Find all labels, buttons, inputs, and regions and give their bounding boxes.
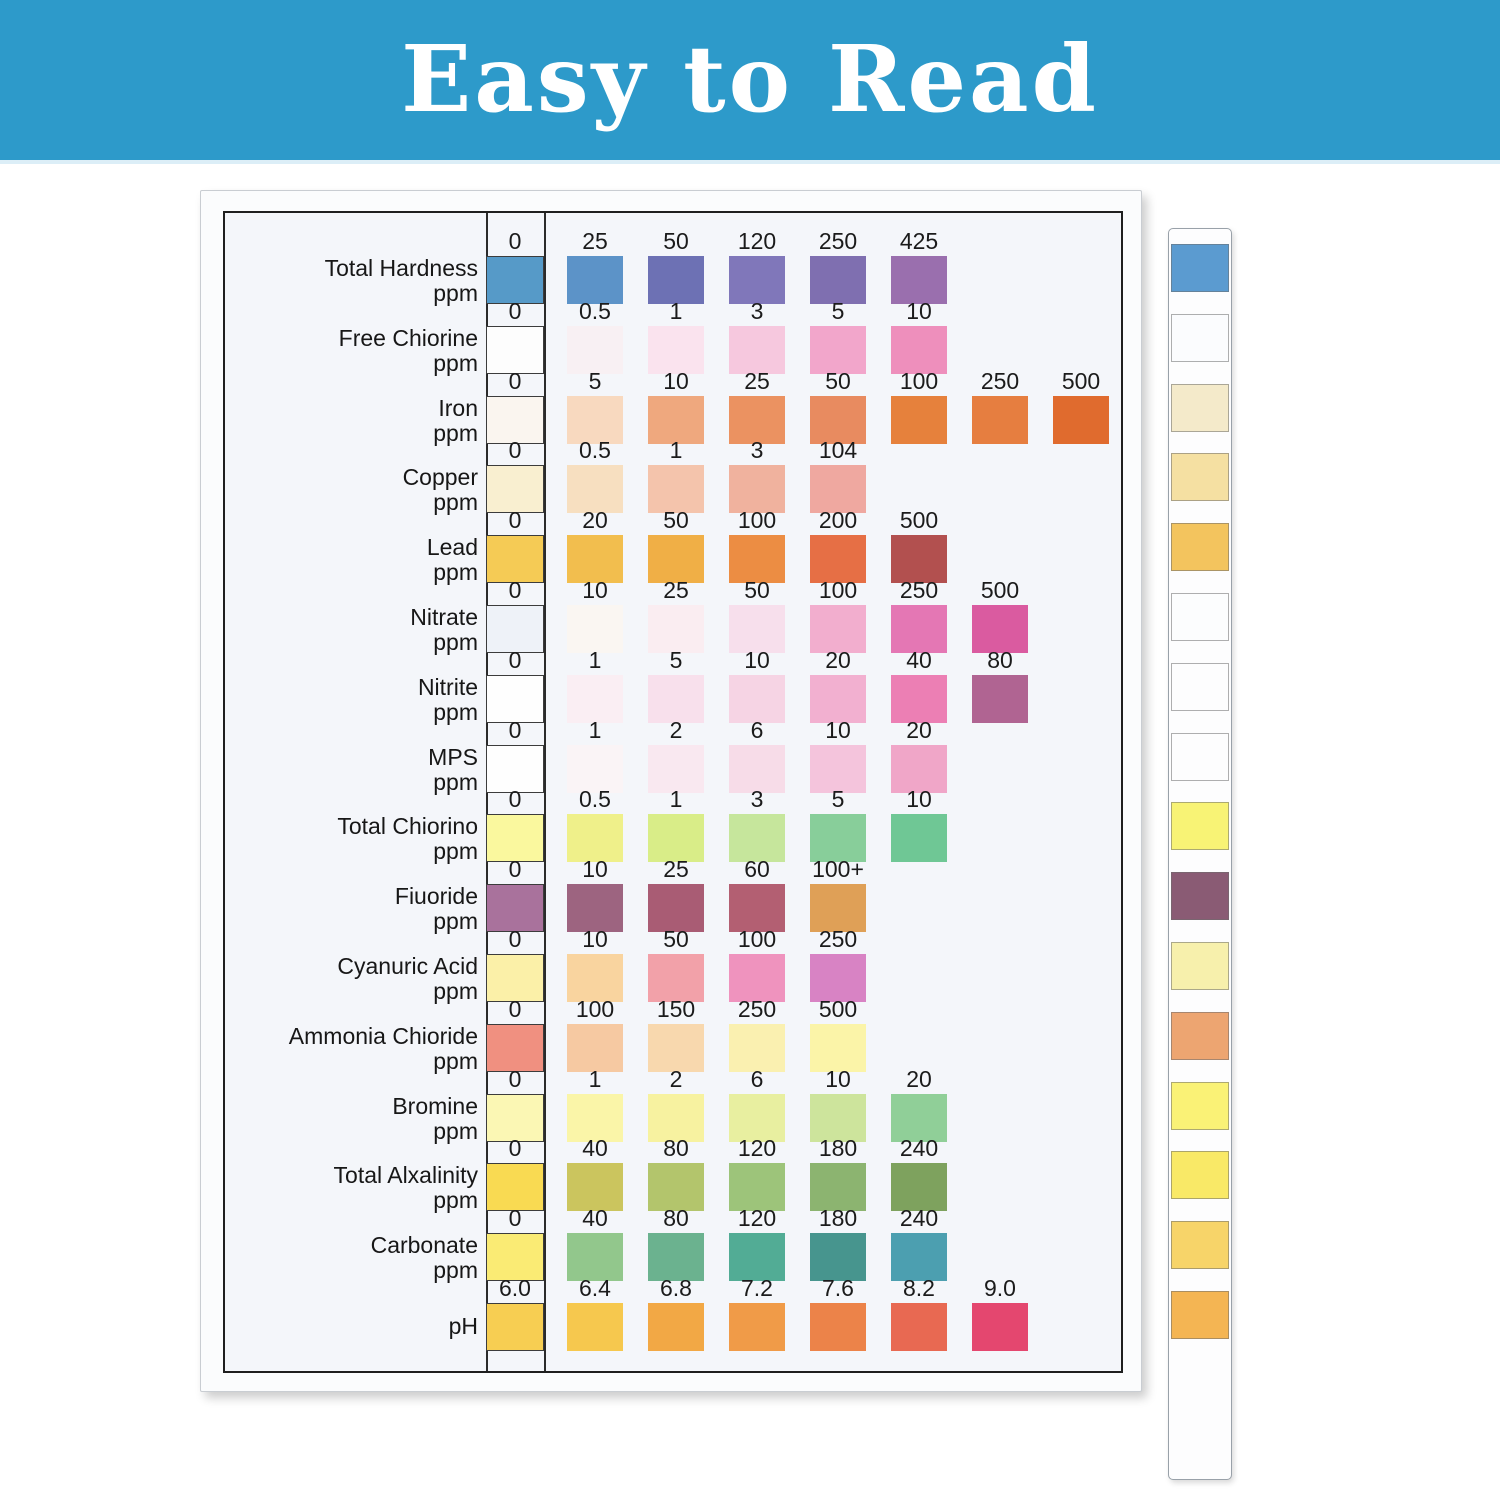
row-label [225,1024,478,1074]
row-unit: ppm [433,978,478,1004]
value-label: 200 [818,507,858,534]
color-swatch [567,884,623,932]
row-unit: ppm [433,838,478,865]
value-label: 5 [588,367,602,394]
color-swatch [891,396,947,444]
cyanuric-acid-pad [1171,942,1229,990]
value-label: 1 [588,1065,602,1092]
value-label: 100 [818,577,858,603]
row-label [225,1233,478,1283]
row-unit: ppm [433,419,478,446]
value-label: 240 [899,1135,939,1162]
color-swatch [486,884,544,932]
color-swatch [486,465,544,513]
color-swatch [1053,396,1109,444]
value-label: 80 [663,1135,689,1162]
color-swatch [567,1024,623,1072]
value-label: 10 [582,926,608,952]
color-swatch [486,1303,544,1351]
value-label: 3 [750,297,764,324]
header-banner [0,0,1500,164]
row-name: Copper [402,464,478,491]
row-unit: ppm [433,768,478,795]
value-label: 0 [508,437,522,464]
value-label: 250 [899,577,939,603]
value-label: 7.6 [822,1275,854,1301]
color-swatch [648,1233,704,1281]
value-label: 104 [818,437,858,464]
nitrite-pad [1171,663,1229,711]
color-swatch [810,605,866,653]
color-swatch [567,954,623,1002]
value-label: 500 [818,995,858,1022]
color-swatch [729,465,785,513]
color-swatch [648,954,704,1002]
color-swatch [810,1163,866,1211]
value-label: 1 [669,786,683,813]
row-label [225,1163,478,1213]
value-label: 0 [508,646,522,673]
row-name: Iron [438,394,478,421]
color-swatch [729,884,785,932]
color-swatch [729,1303,785,1351]
row-unit: ppm [433,1257,478,1284]
value-label: 10 [663,367,689,394]
mps-pad [1171,733,1229,781]
ammonia-chloride-pad [1171,1012,1229,1060]
color-swatch [891,1303,947,1351]
value-label: 5 [831,297,845,324]
color-swatch [567,1094,623,1142]
color-swatch [567,326,623,374]
color-swatch [810,745,866,793]
value-label: 20 [582,507,608,534]
value-label: 0 [508,297,522,324]
row-label [225,1314,478,1339]
color-swatch [810,814,866,862]
row-unit: ppm [433,1047,478,1074]
color-swatch [729,675,785,723]
value-label: 3 [750,786,764,813]
color-swatch [486,326,544,374]
value-label: 120 [737,1135,777,1162]
row-label [225,605,478,655]
color-swatch [729,954,785,1002]
color-swatch [648,1303,704,1351]
value-label: 250 [980,367,1020,394]
row-unit: ppm [433,559,478,586]
row-label [225,326,478,376]
color-swatch [810,675,866,723]
value-label: 10 [906,297,932,324]
row-label [225,745,478,795]
row-label [225,256,478,306]
color-swatch [648,396,704,444]
row-unit: ppm [433,629,478,655]
value-label: 0 [508,786,522,813]
row-unit: ppm [433,908,478,935]
color-swatch [729,605,785,653]
value-label: 10 [744,646,770,673]
value-label: 25 [744,367,770,394]
value-label: 120 [737,1205,777,1232]
page-title: Easy to Read [401,25,1099,133]
ph-pad [1171,1291,1229,1339]
color-swatch [567,814,623,862]
row-name: Nitrate [410,604,478,630]
color-swatch [972,605,1028,653]
value-label: 3 [750,437,764,464]
value-label: 1 [588,716,602,743]
color-swatch [486,605,544,653]
row-name: Free Chiorine [338,324,478,351]
row-unit: ppm [433,349,478,376]
value-label: 0.5 [579,786,611,813]
value-label: 50 [663,507,689,534]
color-swatch [567,1233,623,1281]
color-swatch [648,326,704,374]
row-label [225,675,478,725]
value-label: 25 [663,856,689,883]
color-swatch [810,1233,866,1281]
color-swatch [810,256,866,304]
color-swatch [567,1303,623,1351]
value-label: 20 [906,1065,932,1092]
color-swatch [486,1233,544,1281]
color-swatch [486,954,544,1002]
row-name: Nitrite [417,673,478,700]
value-label: 150 [656,995,696,1022]
color-swatch [567,396,623,444]
row-name: Carbonate [370,1232,478,1259]
color-swatch [810,954,866,1002]
value-label: 25 [582,228,608,254]
total-chlorine-pad [1171,802,1229,850]
value-label: 0 [508,507,522,534]
row-name: Total Hardness [324,255,478,281]
color-swatch [648,1163,704,1211]
value-label: 50 [663,228,689,254]
value-label: 250 [818,926,858,952]
value-label: 20 [825,646,851,673]
value-label: 8.2 [903,1275,935,1301]
color-swatch [810,1303,866,1351]
color-swatch [567,465,623,513]
color-swatch [486,1163,544,1211]
value-label: 0 [508,1065,522,1092]
color-swatch [729,256,785,304]
color-swatch [729,1024,785,1072]
color-swatch [810,535,866,583]
row-label [225,396,478,446]
value-label: 10 [825,716,851,743]
value-label: 9.0 [984,1275,1016,1301]
value-label: 2 [669,716,683,743]
value-label: 100+ [812,856,864,883]
value-label: 1 [669,297,683,324]
value-label: 50 [663,926,689,952]
color-swatch [648,605,704,653]
row-label [225,535,478,585]
color-swatch [891,745,947,793]
color-swatch [567,675,623,723]
value-label: 100 [575,995,615,1022]
color-swatch [648,465,704,513]
color-swatch [648,1094,704,1142]
copper-pad [1171,453,1229,501]
value-label: 250 [737,995,777,1022]
color-swatch [486,256,544,304]
color-swatch [810,1094,866,1142]
color-swatch [486,396,544,444]
row-label [225,884,478,934]
color-swatch [648,814,704,862]
color-swatch [972,675,1028,723]
value-label: 50 [744,577,770,603]
row-name: Ammonia Chioride [288,1022,478,1049]
value-label: 25 [663,577,689,603]
value-label: 6.0 [499,1275,531,1301]
total-hardness-pad [1171,244,1229,292]
color-swatch [891,605,947,653]
row-unit: ppm [433,280,478,306]
bromine-pad [1171,1082,1229,1130]
row-label [225,814,478,864]
color-swatch [486,814,544,862]
fluoride-pad [1171,872,1229,920]
value-label: 6.8 [660,1275,692,1301]
color-swatch [648,1024,704,1072]
color-swatch [891,256,947,304]
color-swatch [729,1094,785,1142]
color-swatch [729,1163,785,1211]
color-swatch [729,326,785,374]
value-label: 0 [508,995,522,1022]
value-label: 6 [750,1065,764,1092]
value-label: 10 [582,856,608,883]
value-label: 0.5 [579,297,611,324]
color-swatch [486,1094,544,1142]
color-swatch [891,326,947,374]
color-swatch [891,1233,947,1281]
value-label: 100 [899,367,939,394]
test-strip [1168,228,1232,1480]
value-label: 1 [588,646,602,673]
lead-pad [1171,523,1229,571]
value-label: 40 [906,646,932,673]
color-swatch [648,675,704,723]
carbonate-pad [1171,1221,1229,1269]
value-label: 20 [906,716,932,743]
value-label: 500 [1061,367,1101,394]
value-label: 60 [744,856,770,883]
value-label: 500 [899,507,939,534]
row-name: Total Alxalinity [333,1162,478,1189]
color-swatch [567,745,623,793]
value-label: 5 [831,786,845,813]
row-name: Fiuoride [394,883,478,910]
value-label: 0 [508,1135,522,1162]
color-chart-card [200,190,1142,1392]
value-label: 40 [582,1205,608,1232]
value-label: 0 [508,1205,522,1232]
value-label: 40 [582,1135,608,1162]
nitrate-pad [1171,593,1229,641]
value-label: 80 [663,1205,689,1232]
color-swatch [972,1303,1028,1351]
color-swatch [729,396,785,444]
row-label [225,1094,478,1144]
row-name: Bromine [392,1092,478,1119]
value-label: 240 [899,1205,939,1232]
color-swatch [810,396,866,444]
zero-column-line-right [544,213,546,1371]
value-label: 100 [737,507,777,534]
color-swatch [486,1024,544,1072]
color-swatch [810,1024,866,1072]
row-name: Lead [426,534,478,561]
color-swatch [891,675,947,723]
color-swatch [891,535,947,583]
value-label: 2 [669,1065,683,1092]
value-label: 0 [508,926,522,952]
color-swatch [486,675,544,723]
value-label: 250 [818,228,858,254]
color-swatch [486,535,544,583]
value-label: 100 [737,926,777,952]
total-alkalinity-pad [1171,1151,1229,1199]
iron-pad [1171,384,1229,432]
color-swatch [648,256,704,304]
value-label: 425 [899,228,939,254]
color-swatch [648,535,704,583]
value-label: 180 [818,1135,858,1162]
color-swatch [891,814,947,862]
value-label: 1 [669,437,683,464]
row-name: Cyanuric Acid [337,953,478,979]
value-label: 6 [750,716,764,743]
color-swatch [891,1094,947,1142]
color-swatch [648,745,704,793]
color-swatch [810,326,866,374]
value-label: 0 [508,716,522,743]
row-name: pH [448,1313,478,1339]
color-swatch [729,814,785,862]
value-label: 7.2 [741,1275,773,1301]
value-label: 0 [508,228,522,254]
row-unit: ppm [433,489,478,516]
value-label: 10 [825,1065,851,1092]
row-unit: ppm [433,698,478,725]
value-label: 10 [906,786,932,813]
value-label: 0 [508,856,522,883]
row-unit: ppm [433,1187,478,1214]
value-label: 0 [508,577,522,603]
color-swatch [729,1233,785,1281]
color-swatch [810,465,866,513]
free-chlorine-pad [1171,314,1229,362]
color-swatch [891,1163,947,1211]
color-swatch [972,396,1028,444]
value-label: 5 [669,646,683,673]
color-swatch [729,535,785,583]
value-label: 0 [508,367,522,394]
color-swatch [486,745,544,793]
value-label: 80 [987,646,1013,673]
row-label [225,954,478,1004]
row-name: MPS [428,743,478,770]
color-swatch [810,884,866,932]
color-swatch [648,884,704,932]
value-label: 0.5 [579,437,611,464]
color-swatch [729,745,785,793]
color-swatch [567,605,623,653]
row-name: Total Chiorino [337,813,478,840]
color-swatch [567,1163,623,1211]
row-unit: ppm [433,1117,478,1144]
value-label: 6.4 [579,1275,611,1301]
row-label [225,465,478,515]
value-label: 50 [825,367,851,394]
value-label: 120 [737,228,777,254]
color-swatch [567,535,623,583]
value-label: 10 [582,577,608,603]
value-label: 500 [980,577,1020,603]
value-label: 180 [818,1205,858,1232]
color-chart-table [223,211,1123,1373]
color-swatch [567,256,623,304]
